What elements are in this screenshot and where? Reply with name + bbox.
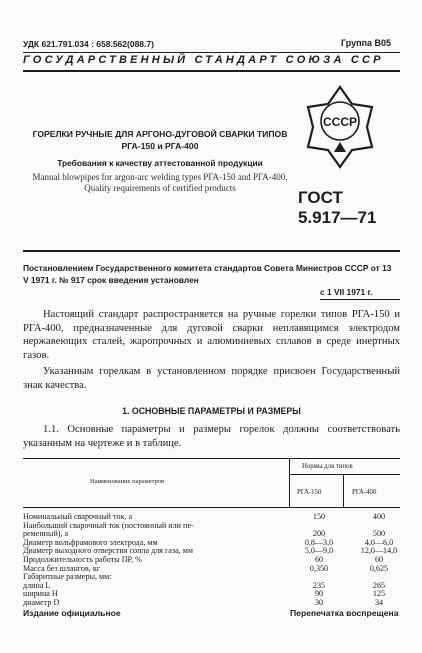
table-cell-value: 60 (374, 555, 384, 564)
gost-number: 5.917—71 (298, 208, 377, 227)
table-col-rga150: РГА-150 (297, 489, 322, 496)
table-cell-name: Продолжительность работы ПР, % (23, 555, 142, 564)
table-row (23, 573, 400, 582)
state-standard-header: ГОСУДАРСТВЕННЫЙ СТАНДАРТ СОЮЗА ССР (23, 54, 384, 66)
header-rule-top (23, 52, 400, 53)
table-cell-value: 0,625 (369, 563, 389, 573)
quality-mark-emblem (297, 84, 383, 170)
table-cell-value: 150 (312, 512, 326, 521)
table-cell-value: 12,0—14,0 (360, 546, 398, 556)
document-title-ru: ГОРЕЛКИ РУЧНЫЕ ДЛЯ АРГОНО-ДУГОВОЙ СВАРКИ ТИПОВ РГА-150 и РГА-400 (32, 129, 288, 151)
table-row (23, 582, 400, 591)
table-rule-header (23, 507, 400, 508)
table-cell-name: ширина H (23, 589, 58, 599)
table-cell-name: Масса без шлангов, кг (23, 563, 101, 573)
table-cell-value: 0,350 (309, 563, 329, 573)
table-cell-value: 500 (372, 529, 386, 539)
effective-date: с 1 VII 1971 г. (320, 287, 373, 297)
table-cell-name: Номинальный сварочный ток, а (23, 512, 133, 521)
gost-label: ГОСТ (298, 188, 343, 207)
footer-reprint-prohibited: Перепечатка воспрещена (290, 608, 399, 618)
table-cell-value: 4,0—6,0 (364, 537, 394, 547)
table-cell-value: 400 (372, 512, 386, 521)
decree-text: Постановлением Государственного комитета стандартов Совета Министров СССР от 13 V 1971 г. № 917 срок введения установлен (23, 263, 392, 285)
table-cell-value: 30 (314, 598, 324, 607)
table-cell-value: 265 (372, 580, 386, 590)
table-vrule-2 (343, 474, 344, 508)
table-cell-value: 60 (314, 555, 324, 564)
title-block (30, 128, 290, 193)
table-cell-name: диаметр D (23, 598, 60, 607)
footer-official-edition: Издание официальное (23, 608, 121, 618)
emblem-triangle (334, 142, 346, 152)
table-cell-value: 34 (374, 598, 384, 607)
table-cell-value: 5,0—9,0 (304, 546, 334, 556)
table-cell-name: Диаметр выходного отверстия сопла для газа, мм (23, 546, 193, 556)
header-rule-bottom (23, 70, 400, 72)
table-cell-name: Диаметр вольфрамового электрода, мм (23, 537, 158, 547)
quality-mark-paragraph: Указанным горелкам в установленном порядке присвоен Государственный знак качества. (23, 366, 400, 391)
document-title-en: Manual blowpipes for argon-arc welding types РГА-150 and РГА-400. Quality requirements of certified products (32, 172, 288, 193)
table-vrule-1 (289, 458, 290, 508)
document-subtitle: Требования к качеству аттестованной продукции (57, 158, 263, 168)
table-cell-value: 125 (372, 589, 386, 599)
table-rule-top (23, 458, 400, 459)
emblem-text: СССР (322, 115, 358, 129)
udk-code: УДК 621.791.034 : 658.562(088.7) (23, 39, 154, 49)
group-code: Группа В05 (341, 38, 392, 48)
table-col-rga400: РГА-400 (352, 489, 377, 496)
decree-rule (23, 250, 400, 252)
table-cell-value: 235 (312, 580, 326, 590)
table-row (23, 590, 400, 599)
table-row (23, 522, 400, 531)
table-cell-name: Наибольший сварочный ток (постоянный или пе- (23, 520, 194, 530)
table-header-name: Наименование параметров (90, 478, 165, 485)
table-cell-name: Габаритные размеры, мм: (23, 572, 112, 582)
table-cell-name: ременный), а (23, 529, 69, 539)
section-paragraph: 1.1. Основные параметры и размеры горелок должны соответствовать указанным на чертеже и в таблице. (23, 424, 400, 449)
table-cell-value: 0,8—3,0 (304, 537, 334, 547)
table-cell-value: 200 (312, 529, 326, 539)
table-cell-name: длина L (23, 580, 51, 590)
table-cell-value: 90 (314, 589, 324, 599)
table-header-types: Нормы для типов (302, 463, 353, 470)
date-underline (320, 299, 400, 300)
section-heading: 1. ОСНОВНЫЕ ПАРАМЕТРЫ И РАЗМЕРЫ (122, 406, 301, 416)
table-rule-types (289, 474, 400, 475)
intro-paragraph: Настоящий стандарт распространяется на ручные горелки типов РГА-150 и РГА-400, предназначенные для дуговой сварки неплавящимся электродом нержавеющих сталей, жаропрочных и алюминиевых сплавов в среде инертных газов. (23, 309, 400, 361)
table-row (23, 599, 400, 608)
